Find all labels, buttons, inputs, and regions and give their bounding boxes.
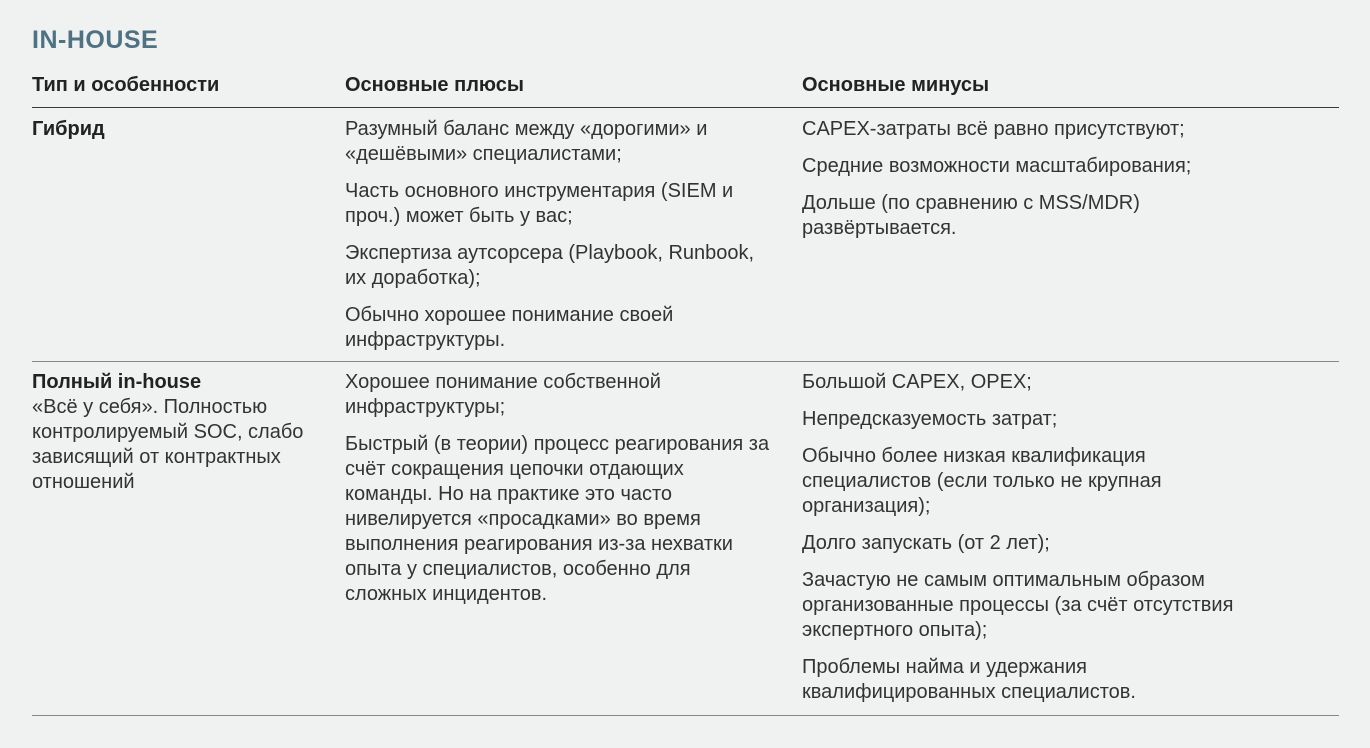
row-hybrid-cons: [802, 117, 1332, 253]
pros-item: Хорошее понимание собственной инфраструктуры;: [345, 371, 661, 418]
table-bottom-rule: [32, 715, 1339, 716]
row-hybrid-type: [32, 117, 322, 142]
row-inhouse-type: [32, 370, 322, 495]
row-type-description: «Всё у себя». Полностью контролируемый SOC, слабо зависящий от контрактных отношений: [32, 396, 304, 493]
pros-item: Экспертиза аутсорсера (Playbook, Runbook, их доработка);: [345, 242, 755, 289]
cons-item: CAPEX-затраты всё равно присутствуют;: [802, 118, 1185, 140]
cons-item: Дольше (по сравнению с MSS/MDR) развёртывается.: [802, 192, 1140, 239]
column-header-pros: Основные плюсы: [345, 74, 524, 96]
pros-item: Быстрый (в теории) процесс реагирования за счёт сокращения цепочки отдающих команды. Но на практике это часто нивелируется «просадками» во время выполнения реагирования из-за нехватки опыта у специалистов, особенно для сложных инцидентов.: [345, 433, 770, 605]
header-divider: [32, 107, 1339, 108]
row-inhouse-cons: [802, 370, 1332, 717]
row-inhouse-pros: [345, 370, 775, 619]
cons-item: Большой CAPEX, OPEX;: [802, 371, 1032, 393]
pros-item: Часть основного инструментария (SIEM и проч.) может быть у вас;: [345, 180, 734, 227]
row-type-title: Полный in-house: [32, 371, 202, 393]
cons-item: Проблемы найма и удержания квалифицированных специалистов.: [802, 656, 1136, 703]
cons-item: Обычно более низкая квалификация специалистов (если только не крупная организация);: [802, 445, 1162, 517]
pros-item: Обычно хорошее понимание своей инфраструктуры.: [345, 304, 674, 351]
row-divider: [32, 361, 1339, 362]
column-header-cons: Основные минусы: [802, 74, 990, 96]
section-heading: IN-HOUSE: [32, 26, 159, 54]
cons-item: Средние возможности масштабирования;: [802, 155, 1192, 177]
row-type-title: Гибрид: [32, 118, 105, 140]
pros-item: Разумный баланс между «дорогими» и «дешёвыми» специалистами;: [345, 118, 708, 165]
column-header-type: Тип и особенности: [32, 74, 220, 96]
cons-item: Долго запускать (от 2 лет);: [802, 532, 1050, 554]
row-hybrid-pros: [345, 117, 775, 365]
cons-item: Зачастую не самым оптимальным образом организованные процессы (за счёт отсутствия экспертного опыта);: [802, 569, 1234, 641]
cons-item: Непредсказуемость затрат;: [802, 408, 1058, 430]
